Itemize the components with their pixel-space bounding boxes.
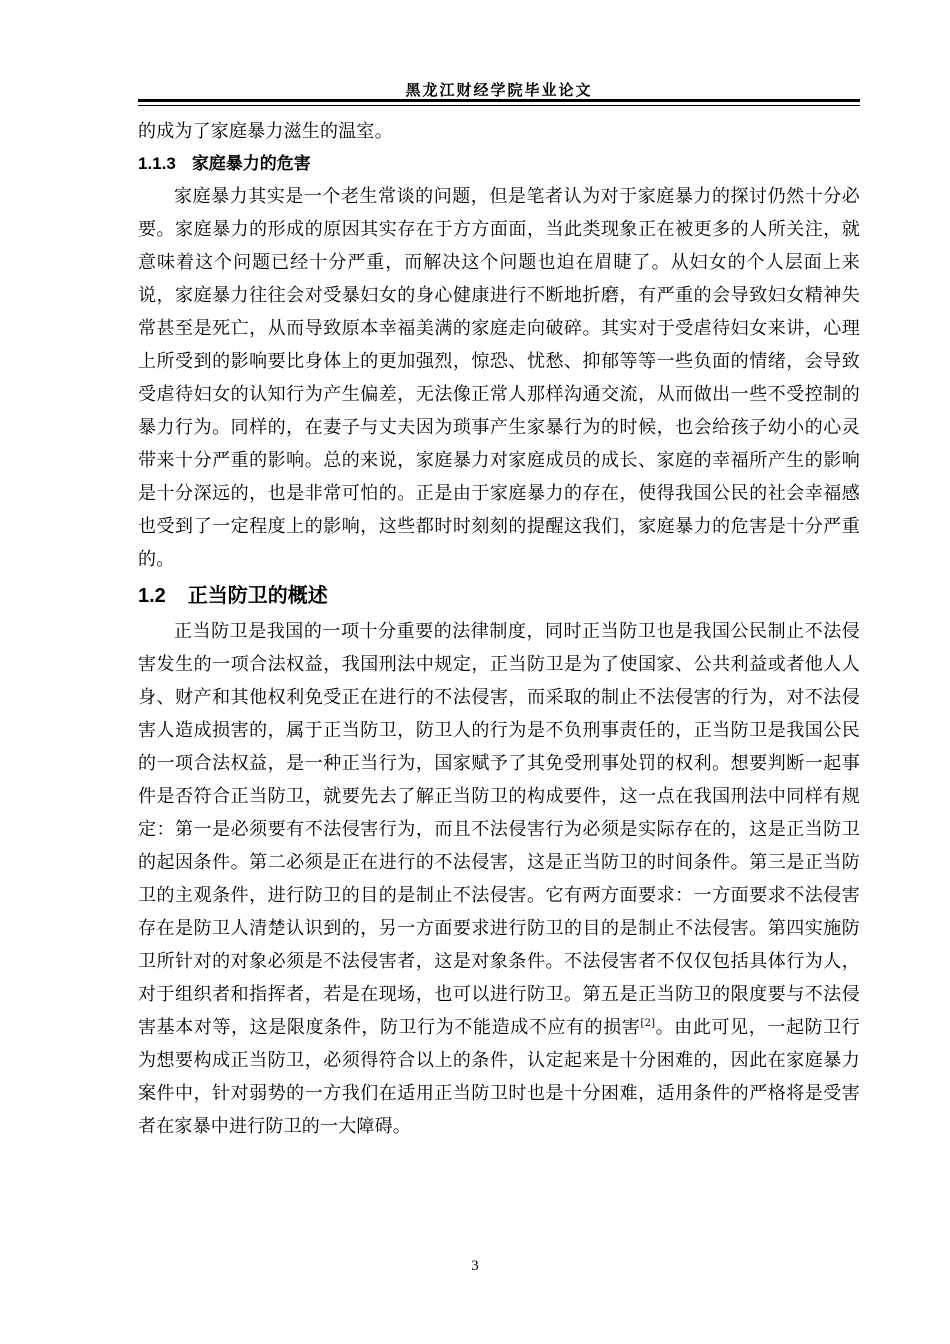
- section-heading-1-2: [138, 576, 860, 615]
- section-heading-1-1-3: [138, 148, 860, 180]
- header-rule-thick: [138, 99, 860, 102]
- citation-reference: [2]: [640, 1018, 656, 1029]
- document-body: [138, 115, 860, 1143]
- header-rule-thin: [138, 105, 860, 106]
- paragraph-family-violence-harm: 家庭暴力其实是一个老生常谈的问题，但是笔者认为对于家庭暴力的探讨仍然十分必要。家庭暴力的形成的原因其实存在于方方面面，当此类现象正在被更多的人所关注，就意味着这个问题已经十分严重，而解决这个问题也迫在眉睫了。从妇女的个人层面上来说，家庭暴力往往会对受暴妇女的身心健康进行不断地折磨，有严重的会导致妇女精神失常甚至是死亡，从而导致原本幸福美满的家庭走向破碎。其实对于受虐待妇女来讲，心理上所受到的影响要比身体上的更加强烈，惊恐、忧愁、抑郁等等一些负面的情绪，会导致受虐待妇女的认知行为产生偏差，无法像正常人那样沟通交流，从而做出一些不受控制的暴力行为。同样的，在妻子与丈夫因为琐事产生家暴行为的时候，也会给孩子幼小的心灵带来十分严重的影响。总的来说，家庭暴力对家庭成员的成长、家庭的幸福所产生的影响是十分深远的，也是非常可怕的。正是由于家庭暴力的存在，使得我国公民的社会幸福感也受到了一定程度上的影响，这些都时时刻刻的提醒这我们，家庭暴力的危害是十分严重的。: [138, 186, 860, 570]
- section-number: 1.1.3: [138, 154, 176, 173]
- paragraph-self-defense-overview: [138, 615, 860, 1143]
- paragraph-text-part-1: 正当防卫是我国的一项十分重要的法律制度，同时正当防卫也是我国公民制止不法侵害发生的一项合法权益，我国刑法中规定，正当防卫是为了使国家、公共利益或者他人人身、财产和其他权利免受正在进行的不法侵害，而采取的制止不法侵害的行为，对不法侵害人造成损害的，属于正当防卫，防卫人的行为是不负刑事责任的，正当防卫是我国公民的一项合法权益，是一种正当行为，国家赋予了其免受刑事处罚的权利。想要判断一起事件是否符合正当防卫，就要先去了解正当防卫的构成要件，这一点在我国刑法中同样有规定：第一是必须要有不法侵害行为，而且不法侵害行为必须是实际存在的，这是正当防卫的起因条件。第二必须是正在进行的不法侵害，这是正当防卫的时间条件。第三是正当防卫的主观条件，进行防卫的目的是制止不法侵害。它有两方面要求：一方面要求不法侵害存在是防卫人清楚认识到的，另一方面要求进行防卫的目的是制止不法侵害。第四实施防卫所针对的对象必须是不法侵害者，这是对象条件。不法侵害者不仅仅包括具体行为人，对于组织者和指挥者，若是在现场，也可以进行防卫。第五是正当防卫的限度要与不法侵害基本对等，这是限度条件，防卫行为不能造成不应有的损害: [138, 621, 860, 1038]
- paragraph-text-part-2: 。由此可见，一起防卫行为想要构成正当防卫，必须得符合以上的条件，认定起来是十分困难的，因此在家庭暴力案件中，针对弱势的一方我们在适用正当防卫时也是十分困难，适用条件的严格将是受害者在家暴中进行防卫的一大障碍。: [138, 1017, 860, 1137]
- page-header-title: 黑龙江财经学院毕业论文: [405, 81, 593, 99]
- continued-paragraph: 的成为了家庭暴力滋生的温室。: [138, 121, 393, 142]
- page-number: 3: [471, 1258, 479, 1274]
- section-title: 家庭暴力的危害: [191, 154, 311, 174]
- section-title: 正当防卫的概述: [187, 583, 328, 607]
- section-number: 1.2: [138, 585, 166, 607]
